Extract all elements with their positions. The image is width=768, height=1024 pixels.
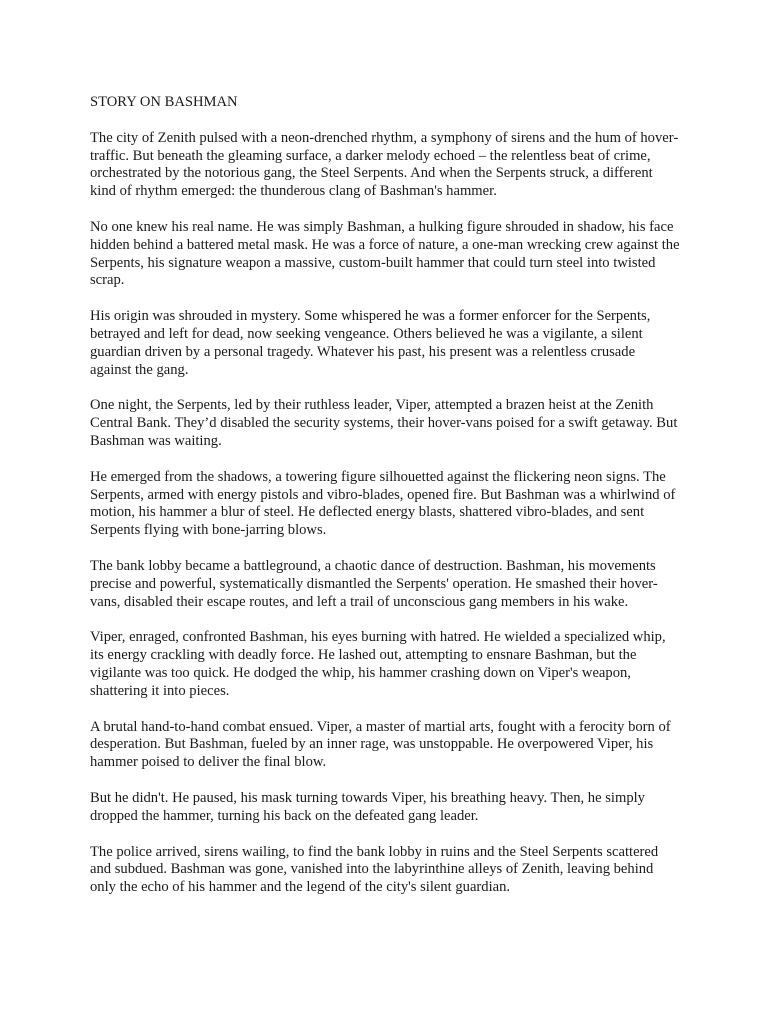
paragraph-8: A brutal hand-to-hand combat ensued. Viper, a master of martial arts, fought with a ferocity born of desperation. But Bashman, fueled by an inner rage, was unstoppable. He overpowered Viper, his hammer poised to deliver the final blow. [90, 718, 671, 771]
document-page [90, 94, 680, 915]
paragraph-4: One night, the Serpents, led by their ruthless leader, Viper, attempted a brazen heist at the Zenith Central Bank. They’d disabled the security systems, their hover-vans poised for a swift getaway. But Bashman was waiting. [90, 397, 678, 449]
paragraph-10: The police arrived, sirens wailing, to find the bank lobby in ruins and the Steel Serpents scattered and subdued. Bashman was gone, vanished into the labyrinthine alleys of Zenith, leaving behind only the echo of his hammer and the legend of the city's silent guardian. [90, 843, 659, 896]
document-title: STORY ON BASHMAN [90, 94, 238, 110]
paragraph-7: Viper, enraged, confronted Bashman, his eyes burning with hatred. He wielded a specialized whip, its energy crackling with deadly force. He lashed out, attempting to ensnare Bashman, but the vigilante was too quick. He dodged the whip, his hammer crashing down on Viper's weapon, shattering it into pieces. [90, 629, 666, 699]
paragraph-3: His origin was shrouded in mystery. Some whispered he was a former enforcer for the Serpents, betrayed and left for dead, now seeking vengeance. Others believed he was a vigilante, a silent guardian driven by a personal tragedy. Whatever his past, his present was a relentless crusade against the gang. [90, 308, 651, 378]
paragraph-5: He emerged from the shadows, a towering figure silhouetted against the flickering neon signs. The Serpents, armed with energy pistols and vibro-blades, opened fire. But Bashman was a whirlwind of motion, his hammer a blur of steel. He deflected energy blasts, shattered vibro-blades, and sent Serpents flying with bone-jarring blows. [90, 468, 676, 539]
paragraph-1: The city of Zenith pulsed with a neon-drenched rhythm, a symphony of sirens and the hum of hover-traffic. But beneath the gleaming surface, a darker melody echoed – the relentless beat of crime, orchestrated by the notorious gang, the Steel Serpents. And when the Serpents struck, a different kind of rhythm emerged: the thunderous clang of Bashman's hammer. [90, 129, 679, 200]
paragraph-2: No one knew his real name. He was simply Bashman, a hulking figure shrouded in shadow, his face hidden behind a battered metal mask. He was a force of nature, a one-man wrecking crew against the Serpents, his signature weapon a massive, custom-built hammer that could turn steel into twisted scrap. [90, 218, 680, 289]
paragraph-6: The bank lobby became a battleground, a chaotic dance of destruction. Bashman, his movements precise and powerful, systematically dismantled the Serpents' operation. He smashed their hover-vans, disabled their escape routes, and left a trail of unconscious gang members in his wake. [90, 557, 658, 610]
paragraph-9: But he didn't. He paused, his mask turning towards Viper, his breathing heavy. Then, he simply dropped the hammer, turning his back on the defeated gang leader. [90, 789, 645, 824]
